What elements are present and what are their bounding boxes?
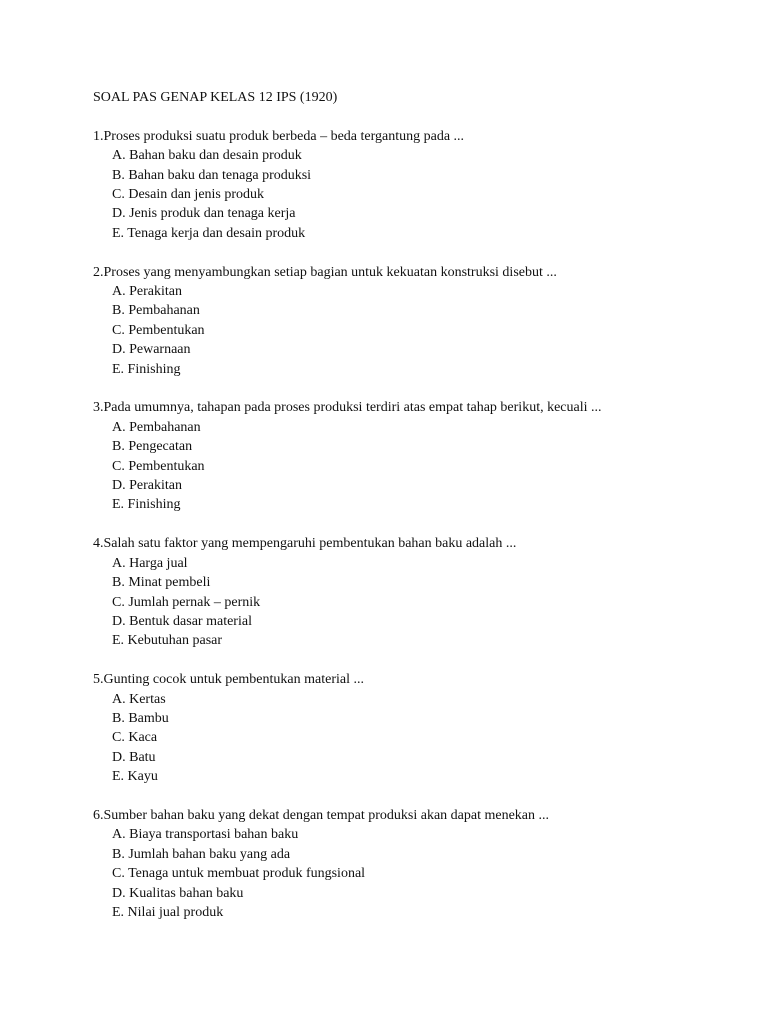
question-text: 5.Gunting cocok untuk pembentukan material ... [93,672,364,688]
answer-option: B. Bambu [112,710,169,726]
answer-option: D. Perakitan [112,478,182,494]
question-text: 1.Proses produksi suatu produk berbeda – beda tergantung pada ... [93,128,465,144]
answer-option: B. Pengecatan [112,439,193,455]
question-text: 6.Sumber bahan baku yang dekat dengan tempat produksi akan dapat menekan ... [93,807,550,823]
answer-option: A. Perakitan [112,284,182,300]
answer-option: D. Jenis produk dan tenaga kerja [112,206,296,222]
answer-option: D. Kualitas bahan baku [112,885,244,901]
answer-option: B. Pembahanan [112,303,200,319]
answer-option: E. Kayu [112,769,158,785]
question-block [93,263,728,379]
document-title: SOAL PAS GENAP KELAS 12 IPS (1920) [93,90,338,105]
answer-option: A. Harga jual [112,555,188,571]
answer-option: B. Minat pembeli [112,575,211,591]
answer-option: A. Pembahanan [112,419,201,435]
answer-option: B. Bahan baku dan tenaga produksi [112,167,312,183]
answer-option: E. Kebutuhan pasar [112,633,223,649]
question-text: 3.Pada umumnya, tahapan pada proses produksi terdiri atas empat tahap berikut, kecuali ... [93,400,602,416]
question-block [93,127,728,243]
answer-option: D. Bentuk dasar material [112,613,252,629]
answer-option: C. Jumlah pernak – pernik [112,594,261,610]
answer-option: C. Tenaga untuk membuat produk fungsional [112,866,366,882]
answer-option: A. Biaya transportasi bahan baku [112,827,299,843]
answer-option: C. Pembentukan [112,322,205,338]
answer-option: E. Tenaga kerja dan desain produk [112,225,306,241]
answer-option: A. Bahan baku dan desain produk [112,148,302,164]
answer-option: E. Finishing [112,361,181,377]
question-block [93,534,728,650]
question-list [93,127,728,923]
question-block [93,670,728,786]
answer-option: E. Finishing [112,497,181,513]
question-block [93,806,728,922]
answer-option: C. Pembentukan [112,458,205,474]
answer-option: A. Kertas [112,691,166,707]
answer-option: C. Kaca [112,730,158,746]
question-text: 2.Proses yang menyambungkan setiap bagian untuk kekuatan konstruksi disebut ... [93,264,557,280]
answer-option: D. Pewarnaan [112,342,191,358]
question-text: 4.Salah satu faktor yang mempengaruhi pembentukan bahan baku adalah ... [93,536,517,552]
answer-option: D. Batu [112,749,156,765]
answer-option: C. Desain dan jenis produk [112,187,265,203]
answer-option: E. Nilai jual produk [112,904,224,920]
answer-option: B. Jumlah bahan baku yang ada [112,846,291,862]
question-block [93,398,728,514]
